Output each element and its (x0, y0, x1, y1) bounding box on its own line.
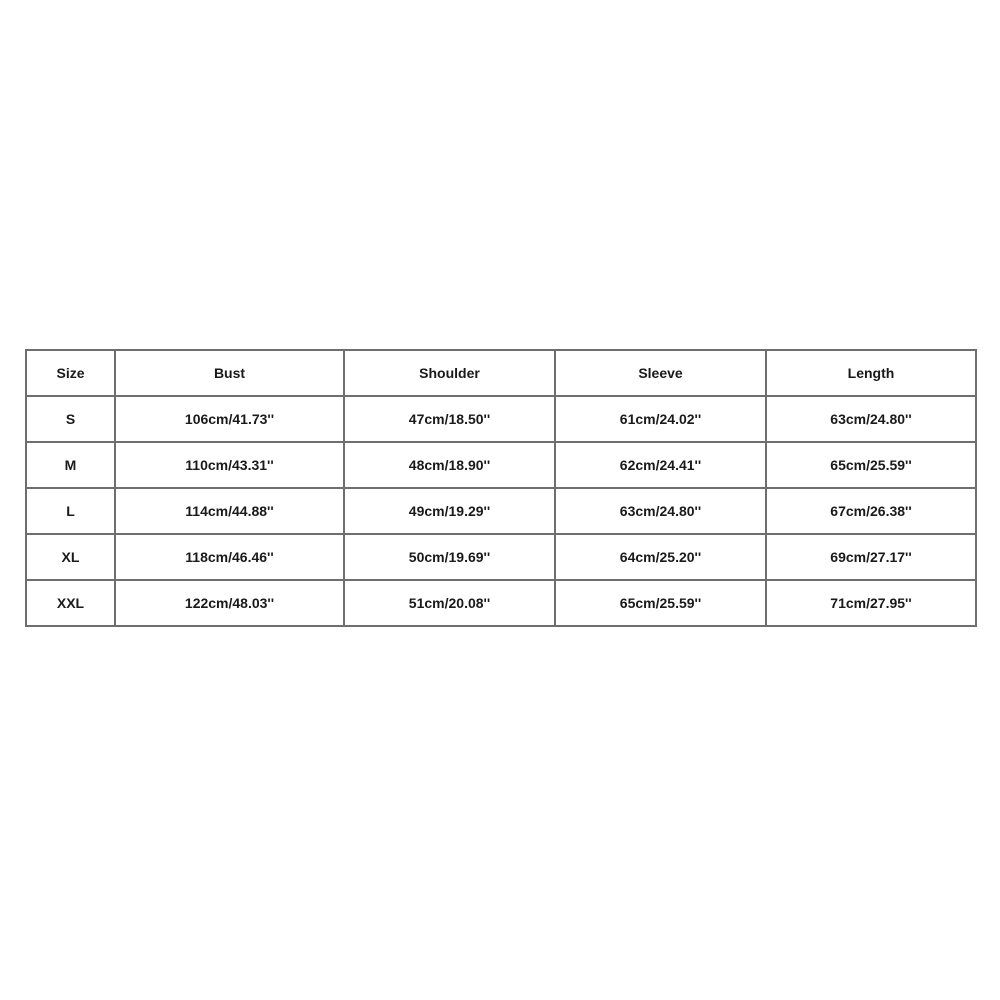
cell-length: 65cm/25.59'' (766, 442, 976, 488)
table-row (26, 442, 976, 488)
cell-shoulder: 49cm/19.29'' (344, 488, 555, 534)
header-length: Length (766, 350, 976, 396)
cell-length: 63cm/24.80'' (766, 396, 976, 442)
cell-size: L (26, 488, 115, 534)
cell-size: M (26, 442, 115, 488)
cell-length: 71cm/27.95'' (766, 580, 976, 626)
header-shoulder: Shoulder (344, 350, 555, 396)
cell-sleeve: 63cm/24.80'' (555, 488, 766, 534)
cell-shoulder: 50cm/19.69'' (344, 534, 555, 580)
cell-bust: 106cm/41.73'' (115, 396, 344, 442)
cell-sleeve: 61cm/24.02'' (555, 396, 766, 442)
table-row (26, 534, 976, 580)
cell-shoulder: 47cm/18.50'' (344, 396, 555, 442)
table-row (26, 396, 976, 442)
table-header-row (26, 350, 976, 396)
header-bust: Bust (115, 350, 344, 396)
header-size: Size (26, 350, 115, 396)
cell-shoulder: 48cm/18.90'' (344, 442, 555, 488)
header-sleeve: Sleeve (555, 350, 766, 396)
cell-length: 69cm/27.17'' (766, 534, 976, 580)
cell-length: 67cm/26.38'' (766, 488, 976, 534)
table-row (26, 580, 976, 626)
cell-bust: 110cm/43.31'' (115, 442, 344, 488)
cell-sleeve: 62cm/24.41'' (555, 442, 766, 488)
cell-size: S (26, 396, 115, 442)
cell-size: XXL (26, 580, 115, 626)
cell-bust: 118cm/46.46'' (115, 534, 344, 580)
cell-shoulder: 51cm/20.08'' (344, 580, 555, 626)
table-row (26, 488, 976, 534)
cell-bust: 114cm/44.88'' (115, 488, 344, 534)
cell-sleeve: 64cm/25.20'' (555, 534, 766, 580)
cell-size: XL (26, 534, 115, 580)
cell-sleeve: 65cm/25.59'' (555, 580, 766, 626)
cell-bust: 122cm/48.03'' (115, 580, 344, 626)
size-chart-table (25, 349, 977, 627)
